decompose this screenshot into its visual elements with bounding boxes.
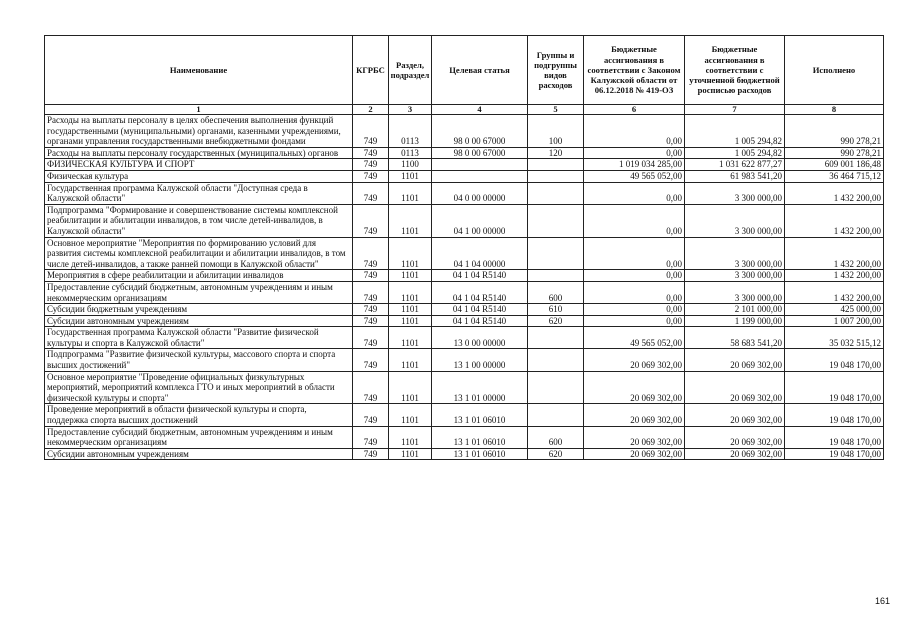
row-done-cell: 1 432 200,00 (785, 281, 884, 303)
row-updated-cell: 2 101 000,00 (685, 304, 785, 316)
row-tselevaya-cell: 04 1 04 R5140 (432, 281, 528, 303)
budget-table (44, 35, 884, 460)
row-name-cell: Субсидии автономным учреждениям (45, 315, 353, 327)
row-razdel-cell: 1101 (389, 404, 432, 426)
row-razdel-cell: 1101 (389, 426, 432, 448)
row-name-cell: Расходы на выплаты персоналу государственных (муниципальных) органов (45, 147, 353, 159)
row-name-cell: Основное мероприятие "Мероприятия по формированию условий для развития системы комплексной реабилитации и абилитации инвалидов, в том числе детей-инвалидов, а также ранней помощи в Калужской области" (45, 237, 353, 270)
row-kgrbs-cell: 749 (353, 327, 389, 349)
row-vid-cell (528, 270, 584, 282)
row-razdel-cell: 1100 (389, 159, 432, 171)
row-updated-cell: 1 005 294,82 (685, 115, 785, 148)
row-kgrbs-cell: 749 (353, 182, 389, 204)
row-kgrbs-cell: 749 (353, 426, 389, 448)
row-updated-cell: 20 069 302,00 (685, 349, 785, 371)
row-vid-cell (528, 237, 584, 270)
row-name-cell: Государственная программа Калужской области "Развитие физической культуры и спорта в Калужской области" (45, 327, 353, 349)
row-razdel-cell: 1101 (389, 270, 432, 282)
row-tselevaya-cell: 98 0 00 67000 (432, 115, 528, 148)
row-razdel-cell: 1101 (389, 281, 432, 303)
row-vid-cell (528, 349, 584, 371)
row-name-cell: Подпрограмма "Формирование и совершенствование системы комплексной реабилитации и абилитации инвалидов, в том числе детей-инвалидов, в Калужской области" (45, 204, 353, 237)
row-tselevaya-cell (432, 159, 528, 171)
row-law-cell: 0,00 (584, 315, 685, 327)
column-number: 6 (584, 105, 685, 115)
column-number: 2 (353, 105, 389, 115)
header-tselevaya: Целевая статья (432, 36, 528, 105)
row-done-cell: 609 001 186,48 (785, 159, 884, 171)
row-name-cell: Мероприятия в сфере реабилитации и абилитации инвалидов (45, 270, 353, 282)
row-vid-cell (528, 327, 584, 349)
row-done-cell: 19 048 170,00 (785, 426, 884, 448)
row-razdel-cell: 1101 (389, 371, 432, 404)
column-number: 8 (785, 105, 884, 115)
row-law-cell: 49 565 052,00 (584, 170, 685, 182)
row-vid-cell: 620 (528, 315, 584, 327)
row-tselevaya-cell (432, 170, 528, 182)
row-law-cell: 1 019 034 285,00 (584, 159, 685, 171)
row-razdel-cell: 1101 (389, 315, 432, 327)
row-vid-cell (528, 182, 584, 204)
header-name: Наименование (45, 36, 353, 105)
row-law-cell: 0,00 (584, 204, 685, 237)
row-tselevaya-cell: 13 1 01 00000 (432, 371, 528, 404)
table-row (45, 315, 884, 327)
row-updated-cell: 20 069 302,00 (685, 448, 785, 460)
row-name-cell: Расходы на выплаты персоналу в целях обеспечения выполнения функций государственными (муниципальными) органами, казенными учреждениями, органами управления государственными внебюджетными фондами (45, 115, 353, 148)
table-row (45, 281, 884, 303)
row-name-cell: Основное мероприятие "Проведение официальных физкультурных мероприятий, мероприятий комплекса ГТО и иных мероприятий в области физической культуры и спорта" (45, 371, 353, 404)
row-tselevaya-cell: 98 0 00 67000 (432, 147, 528, 159)
table-row (45, 371, 884, 404)
row-law-cell: 20 069 302,00 (584, 371, 685, 404)
row-law-cell: 20 069 302,00 (584, 448, 685, 460)
row-razdel-cell: 1101 (389, 349, 432, 371)
row-done-cell: 425 000,00 (785, 304, 884, 316)
row-updated-cell: 20 069 302,00 (685, 426, 785, 448)
table-row (45, 204, 884, 237)
row-name-cell: Предоставление субсидий бюджетным, автономным учреждениям и иным некоммерческим организациям (45, 426, 353, 448)
header-assign-law: Бюджетные ассигнования в соответствии с Законом Калужской области от 06.12.2018 № 419-ОЗ (584, 36, 685, 105)
row-tselevaya-cell: 04 1 04 00000 (432, 237, 528, 270)
row-name-cell: ФИЗИЧЕСКАЯ КУЛЬТУРА И СПОРТ (45, 159, 353, 171)
row-tselevaya-cell: 04 0 00 00000 (432, 182, 528, 204)
row-updated-cell: 3 300 000,00 (685, 204, 785, 237)
row-done-cell: 35 032 515,12 (785, 327, 884, 349)
row-done-cell: 990 278,21 (785, 147, 884, 159)
row-kgrbs-cell: 749 (353, 115, 389, 148)
row-updated-cell: 20 069 302,00 (685, 371, 785, 404)
header-razdel: Раздел, подраздел (389, 36, 432, 105)
page-number: 161 (875, 596, 891, 606)
row-name-cell: Субсидии автономным учреждениям (45, 448, 353, 460)
row-kgrbs-cell: 749 (353, 371, 389, 404)
row-name-cell: Государственная программа Калужской области "Доступная среда в Калужской области" (45, 182, 353, 204)
row-done-cell: 19 048 170,00 (785, 371, 884, 404)
column-number: 1 (45, 105, 353, 115)
row-razdel-cell: 1101 (389, 204, 432, 237)
row-law-cell: 49 565 052,00 (584, 327, 685, 349)
row-done-cell: 19 048 170,00 (785, 448, 884, 460)
table-row (45, 448, 884, 460)
row-kgrbs-cell: 749 (353, 204, 389, 237)
column-number: 3 (389, 105, 432, 115)
row-vid-cell (528, 170, 584, 182)
table-row (45, 426, 884, 448)
row-razdel-cell: 1101 (389, 182, 432, 204)
row-vid-cell: 600 (528, 281, 584, 303)
row-vid-cell (528, 159, 584, 171)
row-law-cell: 0,00 (584, 281, 685, 303)
row-law-cell: 0,00 (584, 270, 685, 282)
row-tselevaya-cell: 04 1 00 00000 (432, 204, 528, 237)
row-kgrbs-cell: 749 (353, 315, 389, 327)
row-vid-cell: 610 (528, 304, 584, 316)
row-kgrbs-cell: 749 (353, 448, 389, 460)
row-law-cell: 20 069 302,00 (584, 349, 685, 371)
header-assign-updated: Бюджетные ассигнования в соответствии с уточненной бюджетной росписью расходов (685, 36, 785, 105)
row-done-cell: 1 432 200,00 (785, 270, 884, 282)
row-name-cell: Субсидии бюджетным учреждениям (45, 304, 353, 316)
row-razdel-cell: 1101 (389, 327, 432, 349)
row-tselevaya-cell: 04 1 04 R5140 (432, 315, 528, 327)
row-updated-cell: 1 199 000,00 (685, 315, 785, 327)
header-gruppy: Группы и подгруппы видов расходов (528, 36, 584, 105)
row-kgrbs-cell: 749 (353, 159, 389, 171)
row-vid-cell: 620 (528, 448, 584, 460)
row-law-cell: 0,00 (584, 115, 685, 148)
row-tselevaya-cell: 04 1 04 R5140 (432, 304, 528, 316)
row-done-cell: 990 278,21 (785, 115, 884, 148)
table-row (45, 404, 884, 426)
column-number: 4 (432, 105, 528, 115)
row-name-cell: Физическая культура (45, 170, 353, 182)
row-razdel-cell: 1101 (389, 448, 432, 460)
row-tselevaya-cell: 13 1 01 06010 (432, 426, 528, 448)
row-tselevaya-cell: 04 1 04 R5140 (432, 270, 528, 282)
row-law-cell: 20 069 302,00 (584, 404, 685, 426)
row-updated-cell: 1 005 294,82 (685, 147, 785, 159)
table-row (45, 237, 884, 270)
row-updated-cell: 20 069 302,00 (685, 404, 785, 426)
row-vid-cell (528, 371, 584, 404)
row-done-cell: 1 432 200,00 (785, 204, 884, 237)
table-row (45, 327, 884, 349)
table-row (45, 159, 884, 171)
row-law-cell: 0,00 (584, 237, 685, 270)
table-body (45, 115, 884, 460)
row-name-cell: Проведение мероприятий в области физической культуры и спорта, поддержка спорта высших достижений (45, 404, 353, 426)
row-law-cell: 0,00 (584, 182, 685, 204)
row-kgrbs-cell: 749 (353, 404, 389, 426)
table-row (45, 349, 884, 371)
row-kgrbs-cell: 749 (353, 304, 389, 316)
table-row (45, 170, 884, 182)
row-law-cell: 0,00 (584, 147, 685, 159)
column-number-row (45, 105, 884, 115)
row-name-cell: Предоставление субсидий бюджетным, автономным учреждениям и иным некоммерческим организациям (45, 281, 353, 303)
row-razdel-cell: 1101 (389, 304, 432, 316)
row-razdel-cell: 1101 (389, 237, 432, 270)
row-done-cell: 19 048 170,00 (785, 349, 884, 371)
header-row (45, 36, 884, 105)
row-vid-cell: 120 (528, 147, 584, 159)
row-law-cell: 20 069 302,00 (584, 426, 685, 448)
table-row (45, 270, 884, 282)
row-kgrbs-cell: 749 (353, 281, 389, 303)
row-done-cell: 1 432 200,00 (785, 237, 884, 270)
row-updated-cell: 3 300 000,00 (685, 237, 785, 270)
header-kgrbs: КГРБС (353, 36, 389, 105)
row-razdel-cell: 0113 (389, 115, 432, 148)
table-row (45, 115, 884, 148)
row-tselevaya-cell: 13 0 00 00000 (432, 327, 528, 349)
row-updated-cell: 1 031 622 877,27 (685, 159, 785, 171)
row-done-cell: 1 007 200,00 (785, 315, 884, 327)
row-vid-cell: 600 (528, 426, 584, 448)
header-ispolneno: Исполнено (785, 36, 884, 105)
column-number: 7 (685, 105, 785, 115)
row-tselevaya-cell: 13 1 01 06010 (432, 404, 528, 426)
row-vid-cell (528, 204, 584, 237)
row-kgrbs-cell: 749 (353, 237, 389, 270)
row-updated-cell: 61 983 541,20 (685, 170, 785, 182)
row-razdel-cell: 1101 (389, 170, 432, 182)
row-vid-cell (528, 404, 584, 426)
column-number: 5 (528, 105, 584, 115)
row-tselevaya-cell: 13 1 00 00000 (432, 349, 528, 371)
row-kgrbs-cell: 749 (353, 147, 389, 159)
row-name-cell: Подпрограмма "Развитие физической культуры, массового спорта и спорта высших достижений" (45, 349, 353, 371)
row-razdel-cell: 0113 (389, 147, 432, 159)
row-updated-cell: 58 683 541,20 (685, 327, 785, 349)
row-updated-cell: 3 300 000,00 (685, 270, 785, 282)
row-done-cell: 19 048 170,00 (785, 404, 884, 426)
row-updated-cell: 3 300 000,00 (685, 281, 785, 303)
row-tselevaya-cell: 13 1 01 06010 (432, 448, 528, 460)
row-updated-cell: 3 300 000,00 (685, 182, 785, 204)
table-row (45, 147, 884, 159)
row-done-cell: 1 432 200,00 (785, 182, 884, 204)
row-kgrbs-cell: 749 (353, 270, 389, 282)
row-vid-cell: 100 (528, 115, 584, 148)
table-row (45, 304, 884, 316)
row-done-cell: 36 464 715,12 (785, 170, 884, 182)
row-law-cell: 0,00 (584, 304, 685, 316)
table-row (45, 182, 884, 204)
row-kgrbs-cell: 749 (353, 170, 389, 182)
row-kgrbs-cell: 749 (353, 349, 389, 371)
